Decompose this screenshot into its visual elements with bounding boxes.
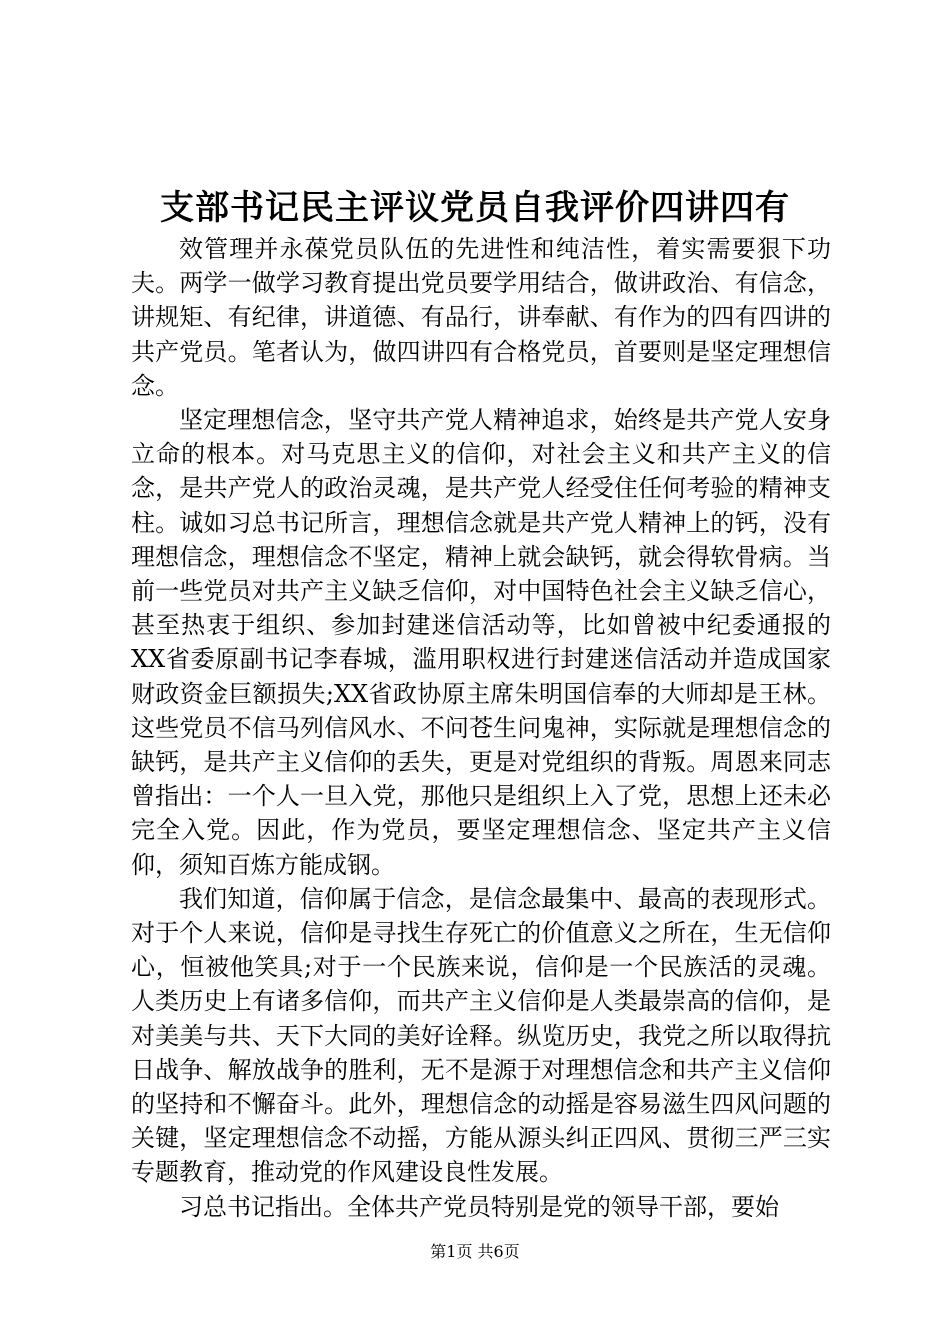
paragraph: 我们知道，信仰属于信念，是信念最集中、最高的表现形式。对于个人来说，信仰是寻找生存死亡的价值意义之所在，生无信仰心，恒被他笑具;对于一个民族来说，信仰是一个民族活的灵魂。人类历史上有诸多信仰，而共产主义信仰是人类最崇高的信仰，是对美美与共、天下大同的美好诠释。纵览历史，我党之所以取得抗日战争、解放战争的胜利，无不是源于对理想信念和共产主义信仰的坚持和不懈奋斗。此外，理想信念的动摇是容易滋生四风问题的关键，坚定理想信念不动摇，方能从源头纠正四风、贯彻三严三实专题教育，推动党的作风建设良性发展。 [131, 884, 831, 1187]
document-title: 支部书记民主评议党员自我评价四讲四有 [160, 188, 790, 228]
paragraph: 效管理并永葆党员队伍的先进性和纯洁性，着实需要狠下功夫。两学一做学习教育提出党员要学用结合，做讲政治、有信念，讲规矩、有纪律，讲道德、有品行，讲奉献、有作为的四有四讲的共产党员。笔者认为，做四讲四有合格党员，首要则是坚定理想信念。 [131, 235, 831, 400]
page-number-footer: 第1页 共6页 [430, 1242, 520, 1261]
paragraph: 习总书记指出。全体共产党员特别是党的领导干部，要始 [179, 1192, 779, 1221]
paragraph: 坚定理想信念，坚守共产党人精神追求，始终是共产党人安身立命的根本。对马克思主义的信仰，对社会主义和共产主义的信念，是共产党人的政治灵魂，是共产党人经受住任何考验的精神支柱。诚如习总书记所言，理想信念就是共产党人精神上的钙，没有理想信念，理想信念不坚定，精神上就会缺钙，就会得软骨病。当前一些党员对共产主义缺乏信仰，对中国特色社会主义缺乏信心，甚至热衷于组织、参加封建迷信活动等，比如曾被中纪委通报的XX省委原副书记李春城，滥用职权进行封建迷信活动并造成国家财政资金巨额损失;XX省政协原主席朱明国信奉的大师却是王林。这些党员不信马列信风水、不问苍生问鬼神，实际就是理想信念的缺钙，是共产主义信仰的丢失，更是对党组织的背叛。周恩来同志曾指出：一个人一旦入党，那他只是组织上入了党，思想上还未必完全入党。因此，作为党员，要坚定理想信念、坚定共产主义信仰，须知百炼方能成钢。 [131, 406, 831, 879]
document-body [131, 232, 831, 1224]
